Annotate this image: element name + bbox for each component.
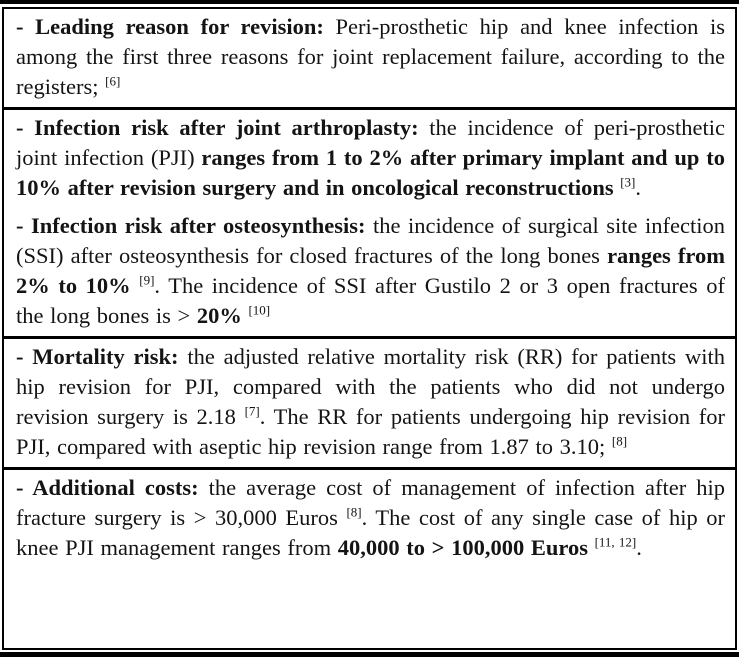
body-text: . (635, 175, 642, 200)
citation-ref: [9] (139, 272, 155, 288)
body-text: . The incidence of SSI after Gustilo 2 or 3 open fractures of the long bones is > (16, 273, 725, 328)
body-text: Peri-prosthetic hip and knee infection is among the first three reasons for joint replacement failure, according to the registers; (16, 14, 725, 99)
bold-lead-text: - Infection risk after osteosynthesis: (16, 213, 374, 238)
citation-ref: [8] (611, 433, 628, 449)
citation-ref: [11, 12] (594, 534, 637, 550)
bold-lead-text: ranges from 2% to 10% (16, 243, 725, 298)
body-text: . (636, 535, 642, 560)
paragraph (16, 113, 725, 203)
bold-lead-text: - Infection risk after joint arthroplasty: (16, 115, 430, 140)
bottom-rule (0, 652, 739, 657)
body-text: . The RR for patients undergoing hip revision for PJI, compared with aseptic hip revision range from 1.87 to 3.10; (16, 404, 725, 459)
body-text: the average cost of management of infection after hip fracture surgery is > 30,000 Euros (16, 475, 725, 530)
paragraph (16, 342, 725, 462)
table-row (4, 467, 735, 568)
table-row (4, 107, 735, 336)
bold-lead-text: - Additional costs: (16, 475, 209, 500)
bold-lead-text: - Leading reason for revision: (16, 14, 336, 39)
paragraph (16, 211, 725, 331)
body-text: the adjusted relative mortality risk (RR) for patients with hip revision for PJI, compared with the patients who did not undergo revision surgery is 2.18 (16, 344, 725, 429)
bold-lead-text: 40,000 to > 100,000 Euros (337, 535, 595, 560)
table-box (2, 7, 737, 650)
citation-ref: [10] (248, 302, 271, 318)
bold-lead-text: 20% (196, 303, 249, 328)
bold-lead-text: - Mortality risk: (16, 344, 188, 369)
citation-ref: [6] (105, 73, 121, 89)
citation-ref: [7] (244, 403, 260, 419)
body-text: . The cost of any single case of hip or knee PJI management ranges from (16, 505, 726, 560)
table-row (4, 9, 735, 107)
top-rule (0, 0, 739, 4)
paragraph (16, 473, 725, 563)
paragraph (16, 12, 725, 102)
table-row (4, 336, 735, 467)
citation-ref: [3] (620, 174, 636, 190)
citation-ref: [8] (346, 504, 362, 520)
bold-lead-text: ranges from 1 to 2% after primary implant and up to 10% after revision surgery and in oncological reconstructions (16, 145, 725, 200)
body-text: the incidence of surgical site infection (SSI) after osteosynthesis for closed fractures of the long bones (16, 213, 725, 268)
body-text: the incidence of peri-prosthetic joint infection (PJI) (16, 115, 725, 170)
